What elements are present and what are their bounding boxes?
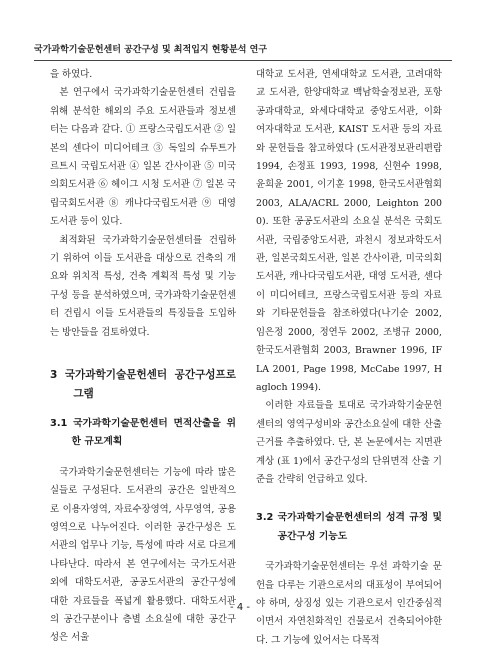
body-paragraph: 대학교 도서관, 연세대학교 도서관, 고려대학교 도서관, 한양대학교 백남학술정보관, 포항공과대학교, 와세다대학교 중앙도서관, 이화여자대학교 도서관, KAIST 도서관 등의 자료와 문헌들을 참고하였다 (도서관정보관리편람 1994, 손정표 1993, 1998, 신현수 1998, 윤희윤 2001, 이기훈 1998, 한국도서관협회 2003, ALA/ACRL 2000, Leighton 2000). 또한 공공도서관의 소요실 분석은 국회도서관, 국립중앙도서관, 과천시 정보과학도서관, 일본국회도서관, 일본 간사이관, 미국의회도서관, 캐나다국립도서관, 대영 도서관, 센다이 미디어테크, 프랑스국립도서관 등의 자료와 기타문헌들을 참조하였다(나기순 2002, 임은정 2000, 정연두 2002, 조병규 2000, 한국도서관협회 2003, Brawner 1996, IFLA 2001, Page 1998, McCabe 1997, Hagloch 1994). (256, 69, 442, 393)
right-column (256, 66, 442, 650)
subsection-heading: 3.1 국가과학기술문헌센터 면적산출을 위한 규모계획 (50, 417, 236, 448)
body-paragraph: 최적화된 국가과학기술문헌센터를 건립하기 위하여 이들 도서관을 대상으로 건축의 개요와 위치적 특성, 건축 계획적 특성 및 기능구성 등을 분석하였으며, 국가과학기술문헌센터 건립시 이들 도서관들의 특징들을 도입하는 방안들을 검토하였다. (50, 234, 236, 338)
section-heading: 3 국가과학기술문헌센터 공간구성프로그램 (50, 369, 236, 400)
page-number: - 4 - (230, 602, 250, 613)
subsection-heading: 3.2 국가과학기술문헌센터의 성격 규정 및 공간구성 기능도 (256, 512, 442, 542)
body-paragraph: 국가과학기술문헌센터는 우선 과학기술 문헌을 다루는 기관으로서의 대표성이 부여되어야 하며, 상징성 있는 기관으로서 인간중심적이면서 자연친화적인 건물로서 건축되어야한다. 그 기능에 있어서는 다목적 (256, 561, 442, 646)
body-paragraph: 이러한 자료들을 토대로 국가과학기술문헌센터의 영역구성비와 공간소요실에 대한 산출근거를 추출하였다. 단, 본 논문에서는 지면관계상 (표 1)에서 공간구성의 단위면적 산출 기준을 간략히 언급하고 있다. (256, 400, 442, 485)
body-paragraph: 본 연구에서 국가과학기술문헌센터 건립을 위해 분석한 해외의 주요 도서관들과 정보센터는 다음과 같다. ① 프랑스국립도서관 ② 일본의 센다이 미디어테크 ③ 독일의 슈투트가르트시 국립도서관 ④ 일본 간사이관 ⑤ 미국의회도서관 ⑥ 헤이그 시청 도서관 ⑦ 일본 국립국회도서관 ⑧ 캐나다국립도서관 ⑨ 대영 도서관 등이 있다. (50, 87, 236, 228)
running-header: 국가과학기술문헌센터 공간구성 및 최적입지 현황분석 연구 (34, 42, 452, 61)
left-column (50, 66, 236, 648)
body-paragraph: 을 하였다. (50, 69, 93, 80)
body-paragraph: 국가과학기술문헌센터는 기능에 따라 많은 실들로 구성된다. 도서관의 공간은 일반적으로 이용자영역, 자료수장영역, 사무영역, 공용영역으로 나누어진다. 이러한 공간구성은 도서관의 업무나 기능, 특성에 따라 서로 다르게 나타난다. 따라서 본 연구에서는 국가도서관외에 대학도서관, 공공도서관의 공간구성에 대한 자료들을 폭넓게 활용했다. 대학도서관의 공간구분이나 층별 소요실에 대한 공간구성은 서울 (50, 466, 236, 644)
